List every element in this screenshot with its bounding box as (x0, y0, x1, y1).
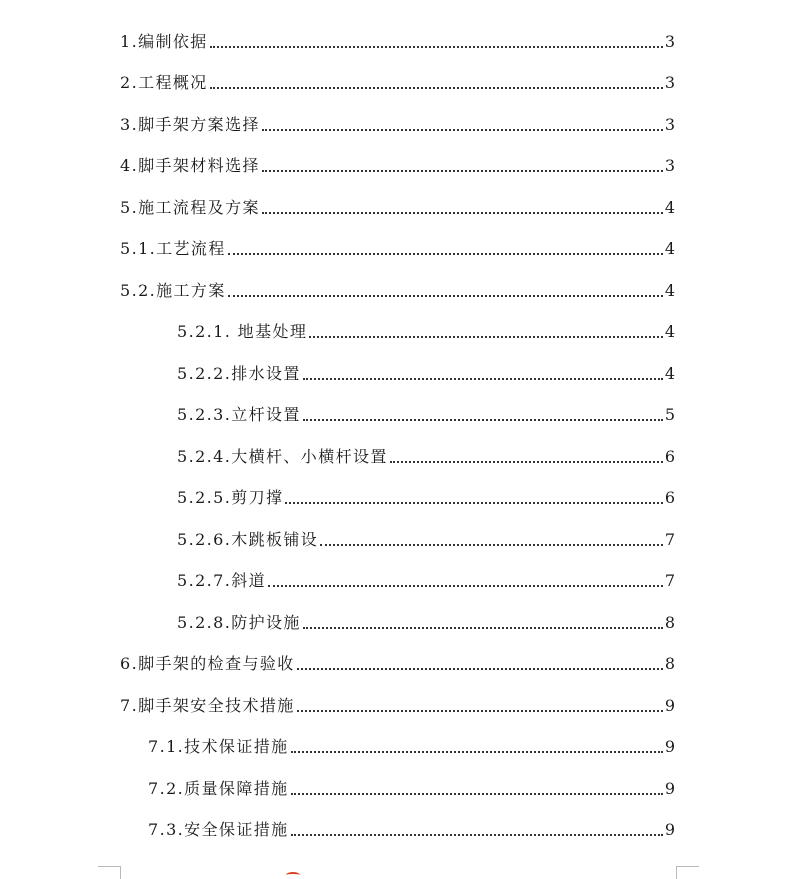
toc-entry-title: 2.工程概况 (120, 73, 208, 92)
toc-dot-leader (390, 461, 663, 463)
toc-dot-leader (303, 378, 663, 380)
toc-entry-title: 5.2.4.大横杆、小横杆设置 (177, 447, 388, 466)
toc-entry[interactable] (148, 777, 675, 801)
toc-entry-page: 8 (664, 613, 675, 632)
toc-entry-title: 5.1.工艺流程 (120, 239, 226, 258)
toc-dot-leader (303, 419, 663, 421)
toc-entry[interactable] (120, 279, 675, 303)
toc-entry-page: 7 (664, 571, 675, 590)
crop-mark-right (676, 866, 699, 879)
toc-dot-leader (262, 170, 663, 172)
toc-entry-title: 7.脚手架安全技术措施 (120, 696, 295, 715)
toc-entry[interactable] (148, 735, 675, 759)
toc-entry-title: 5.2.7.斜道 (177, 571, 266, 590)
toc-dot-leader (291, 751, 663, 753)
toc-entry-page: 4 (664, 281, 675, 300)
toc-entry[interactable] (177, 362, 675, 386)
toc-entry[interactable] (177, 320, 675, 344)
toc-entry-page: 4 (664, 364, 675, 383)
toc-dot-leader (285, 502, 662, 504)
toc-dot-leader (291, 834, 663, 836)
toc-entry-title: 5.2.2.排水设置 (177, 364, 301, 383)
toc-entry-title: 5.2.5.剪刀撑 (177, 488, 284, 507)
toc-dot-leader (291, 793, 663, 795)
toc-entry-page: 4 (664, 322, 675, 341)
toc-entry[interactable] (177, 528, 675, 552)
toc-entry[interactable] (120, 30, 675, 54)
toc-dot-leader (303, 627, 663, 629)
toc-entry[interactable] (120, 71, 675, 95)
toc-entry-title: 5.2.6.木跳板铺设 (177, 530, 319, 549)
toc-dot-leader (228, 295, 663, 297)
toc-entry-page: 9 (664, 820, 675, 839)
toc-entry[interactable] (148, 818, 675, 842)
toc-entry[interactable] (177, 486, 675, 510)
toc-entry-title: 1.编制依据 (120, 32, 208, 51)
toc-entry-title: 4.脚手架材料选择 (120, 156, 260, 175)
toc-entry-page: 6 (664, 488, 675, 507)
toc-entry[interactable] (120, 154, 675, 178)
toc-entry[interactable] (177, 569, 675, 593)
toc-entry[interactable] (120, 113, 675, 137)
toc-dot-leader (268, 585, 663, 587)
toc-entry-page: 6 (664, 447, 675, 466)
toc-entry-title: 7.3.安全保证措施 (148, 820, 289, 839)
toc-entry[interactable] (177, 611, 675, 635)
red-squiggle-mark (286, 872, 300, 878)
toc-entry-title: 5.施工流程及方案 (120, 198, 260, 217)
toc-entry-page: 8 (664, 654, 675, 673)
toc-dot-leader (210, 46, 663, 48)
toc-entry-title: 5.2.8.防护设施 (177, 613, 301, 632)
toc-entry[interactable] (177, 403, 675, 427)
toc-entry[interactable] (120, 237, 675, 261)
toc-entry[interactable] (120, 694, 675, 718)
toc-dot-leader (262, 129, 663, 131)
toc-entry-title: 7.1.技术保证措施 (148, 737, 289, 756)
toc-entry[interactable] (120, 196, 675, 220)
toc-entry[interactable] (177, 445, 675, 469)
toc-entry-page: 3 (664, 156, 675, 175)
toc-entry[interactable] (120, 652, 675, 676)
toc-entry-page: 3 (664, 32, 675, 51)
toc-entry-page: 4 (664, 198, 675, 217)
toc-entry-page: 3 (664, 115, 675, 134)
toc-entry-page: 5 (664, 405, 675, 424)
toc-dot-leader (210, 87, 663, 89)
toc-entry-page: 9 (664, 696, 675, 715)
crop-mark-left (98, 866, 121, 879)
toc-entry-title: 5.2.施工方案 (120, 281, 226, 300)
toc-entry-title: 5.2.3.立杆设置 (177, 405, 301, 424)
toc-dot-leader (320, 544, 663, 546)
toc-entry-page: 9 (664, 779, 675, 798)
toc-entry-page: 9 (664, 737, 675, 756)
toc-dot-leader (309, 336, 663, 338)
toc-entry-page: 4 (664, 239, 675, 258)
toc-dot-leader (297, 668, 663, 670)
toc-entry-page: 3 (664, 73, 675, 92)
toc-entry-title: 5.2.1. 地基处理 (177, 322, 308, 341)
toc-entry-page: 7 (664, 530, 675, 549)
toc-entry-title: 6.脚手架的检查与验收 (120, 654, 295, 673)
toc-entry-title: 7.2.质量保障措施 (148, 779, 289, 798)
toc-dot-leader (228, 253, 663, 255)
toc-entry-title: 3.脚手架方案选择 (120, 115, 260, 134)
toc-dot-leader (297, 710, 663, 712)
toc-dot-leader (262, 212, 663, 214)
